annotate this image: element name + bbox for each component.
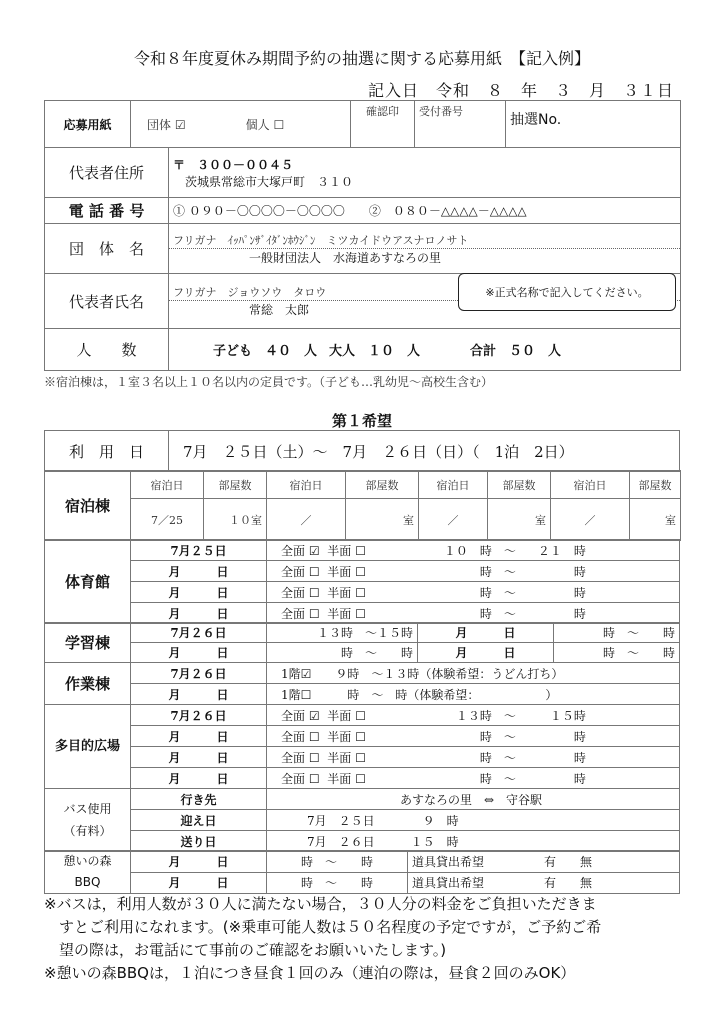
full-label: 全面 <box>281 771 306 786</box>
half-checkbox[interactable]: ☐ <box>355 543 366 558</box>
plaza-row <box>45 747 680 768</box>
full-label: 全面 <box>281 708 306 723</box>
use-date-field[interactable]: 7月 ２５日（土）～ 7月 ２６日（日）（ 1泊 2日） <box>169 431 680 472</box>
bbq-row <box>45 872 680 894</box>
bus-value[interactable]: あすなろの里 ⇔ 守谷駅 <box>267 789 680 810</box>
children-count: 子ども ４０ 人 <box>213 344 318 359</box>
note-line: 望の際は，お電話にて事前のご確認をお願いいたします。) <box>44 941 447 959</box>
work-date[interactable]: 7月２６日 <box>131 663 267 684</box>
full-checkbox[interactable]: ☐ <box>308 585 320 600</box>
full-label: 全面 <box>281 585 306 600</box>
bbq-table <box>44 850 680 894</box>
full-checkbox[interactable]: ☐ <box>308 729 320 744</box>
study-date2[interactable]: 月 日 <box>418 623 554 643</box>
gym-table <box>44 539 680 624</box>
group-label: 団体 <box>147 117 172 132</box>
half-label: 半面 <box>327 564 352 579</box>
lodging-rooms-field[interactable]: 室 <box>488 499 551 541</box>
study-date2[interactable]: 月 日 <box>418 643 554 663</box>
postal-code: 〒 ３００－００４５ <box>173 157 294 172</box>
lodging-date-header: 宿泊日 <box>419 471 488 499</box>
gym-row <box>45 582 680 603</box>
lodging-rooms-header: 部屋数 <box>346 471 419 499</box>
time-from: 時 ～ <box>479 729 516 744</box>
bus-label-text: バス使用 <box>63 802 112 816</box>
bus-key: 行き先 <box>131 789 267 810</box>
full-label: 全面 <box>281 729 306 744</box>
half-label: 半面 <box>327 585 352 600</box>
group-name-label: 団 体 名 <box>45 224 169 274</box>
study-date[interactable]: 7月２６日 <box>131 623 267 643</box>
full-checkbox[interactable]: ☐ <box>308 564 320 579</box>
full-checkbox[interactable]: ☐ <box>308 606 320 621</box>
full-label: 全面 <box>281 564 306 579</box>
tool-label: 道具貸出希望 <box>412 876 485 891</box>
bbq-time[interactable]: 時 ～ 時 <box>267 872 408 894</box>
bbq-label-sub: BBQ <box>74 875 101 889</box>
half-checkbox[interactable]: ☐ <box>355 564 366 579</box>
individual-label: 個人 <box>245 117 270 132</box>
study-time[interactable]: １３時 ～１５時 <box>267 623 418 643</box>
gym-usage[interactable] <box>267 540 680 561</box>
lodging-rooms-field[interactable]: 室 <box>346 499 419 541</box>
bbq-date[interactable]: 月 日 <box>131 872 267 894</box>
stamp-cell: 確認印 <box>351 101 415 148</box>
bus-row <box>45 810 680 831</box>
lodging-date-field[interactable]: 7／25 <box>131 499 204 541</box>
bus-label <box>45 789 131 852</box>
lodging-table <box>44 470 681 541</box>
lodging-note: ※宿泊棟は，１室３名以上１０名以内の定員です。（子ども…乳幼児～高校生含む） <box>44 375 494 389</box>
lodging-rooms-header: 部屋数 <box>204 471 267 499</box>
time-to: 時 <box>573 585 586 600</box>
work-table <box>44 662 680 705</box>
gym-row <box>45 603 680 624</box>
work-row <box>45 684 680 705</box>
study-date[interactable]: 月 日 <box>131 643 267 663</box>
time-from: １０ 時 ～ <box>443 543 516 558</box>
full-checkbox[interactable]: ☐ <box>308 750 320 765</box>
study-row <box>45 643 680 663</box>
full-label: 全面 <box>281 750 306 765</box>
work-row <box>45 663 680 684</box>
gym-row <box>45 540 680 561</box>
study-time2[interactable]: 時 ～ 時 <box>554 643 680 663</box>
time-to: １５時 <box>549 708 586 723</box>
bus-paid-text: （有料） <box>63 824 112 838</box>
time-from: １３時 ～ <box>455 708 516 723</box>
time-to: ２１ 時 <box>537 543 586 558</box>
work-detail[interactable]: 1階☑ ９時 ～１３時（体験希望：うどん打ち） <box>267 663 680 684</box>
study-time2[interactable]: 時 ～ 時 <box>554 623 680 643</box>
address-line: 茨城県常総市大塚戸町 ３１０ <box>185 174 354 189</box>
work-detail[interactable]: 1階☐ 時 ～ 時（体験希望： ） <box>267 684 680 705</box>
entry-date: 記入日 令和 ８ 年 ３ 月 ３１日 <box>367 81 674 100</box>
group-kana: フリガナ ｲｯﾊﾟﾝｻﾞｲﾀﾞﾝﾎｳｼﾞﾝ ミツカイドウアスナロノサト <box>169 232 680 249</box>
app-label: 応募用紙 <box>45 101 131 148</box>
bbq-time[interactable]: 時 ～ 時 <box>267 851 408 873</box>
bus-row <box>45 831 680 852</box>
half-checkbox[interactable]: ☐ <box>355 708 366 723</box>
rep-kana: フリガナ ジョウソウ タロウ <box>169 284 680 301</box>
bus-table <box>44 788 680 852</box>
plaza-row <box>45 726 680 747</box>
people-field[interactable] <box>169 329 681 371</box>
lottery-cell: 抽選No. <box>506 101 681 148</box>
plaza-date[interactable]: 月 日 <box>131 726 267 747</box>
full-label: 全面 <box>281 543 306 558</box>
plaza-row <box>45 705 680 726</box>
gym-date[interactable]: 月 日 <box>131 582 267 603</box>
phone-label: 電 話 番 号 <box>45 198 169 224</box>
rep-label: 代表者氏名 <box>45 274 169 329</box>
work-label: 作業棟 <box>45 663 131 705</box>
half-label: 半面 <box>327 771 352 786</box>
bbq-row <box>45 851 680 873</box>
half-label: 半面 <box>327 729 352 744</box>
individual-checkbox[interactable]: ☐ <box>273 117 285 132</box>
half-label: 半面 <box>327 543 352 558</box>
receipt-cell: 受付番号 <box>415 101 506 148</box>
time-to: 時 <box>573 564 586 579</box>
people-label: 人 数 <box>45 329 169 371</box>
group-name: 一般財団法人 水海道あすなろの里 <box>249 250 442 265</box>
study-time[interactable]: 時 ～ 時 <box>267 643 418 663</box>
lodging-rooms-field[interactable]: １０室 <box>204 499 267 541</box>
page-title: 令和８年度夏休み期間予約の抽選に関する応募用紙 【記入例】 <box>133 49 590 68</box>
plaza-usage[interactable] <box>267 726 680 747</box>
full-checkbox[interactable]: ☐ <box>308 771 320 786</box>
lodging-rooms-header: 部屋数 <box>488 471 551 499</box>
plaza-date[interactable]: 月 日 <box>131 747 267 768</box>
bbq-label-text: 憩いの森 <box>63 854 112 868</box>
time-from: 時 ～ <box>479 564 516 579</box>
gym-date[interactable]: 月 日 <box>131 561 267 582</box>
phone-field[interactable]: ① ０９０－〇〇〇〇－〇〇〇〇 ② ０８０－△△△△－△△△△ <box>169 198 681 224</box>
bus-value[interactable]: 7月 ２６日 １５ 時 <box>267 831 680 852</box>
bottom-notes <box>44 893 680 985</box>
gym-date[interactable]: 7月２５日 <box>131 540 267 561</box>
half-checkbox[interactable]: ☐ <box>355 606 366 621</box>
tool-label: 道具貸出希望 <box>412 854 485 869</box>
gym-usage[interactable] <box>267 582 680 603</box>
lodging-rooms-header: 部屋数 <box>630 471 681 499</box>
use-date-label: 利 用 日 <box>45 431 169 472</box>
plaza-date[interactable]: 月 日 <box>131 768 267 789</box>
time-to: 時 <box>573 606 586 621</box>
half-label: 半面 <box>327 606 352 621</box>
lodging-date-header: 宿泊日 <box>551 471 630 499</box>
gym-usage[interactable] <box>267 561 680 582</box>
time-from: 時 ～ <box>479 771 516 786</box>
lodging-date-field[interactable]: ／ <box>419 499 488 541</box>
full-label: 全面 <box>281 606 306 621</box>
full-checkbox[interactable]: ☑ <box>308 708 320 723</box>
study-table <box>44 622 680 663</box>
study-row <box>45 623 680 643</box>
lodging-date-field[interactable]: ／ <box>551 499 630 541</box>
plaza-usage[interactable] <box>267 747 680 768</box>
time-from: 時 ～ <box>479 585 516 600</box>
adults-count: 大人 １０ 人 <box>329 344 421 359</box>
applicant-table <box>44 100 681 371</box>
group-checkbox[interactable]: ☑ <box>174 117 186 132</box>
bbq-label <box>45 851 131 894</box>
lodging-rooms-field[interactable]: 室 <box>630 499 681 541</box>
tool-yes-no[interactable]: 有 無 <box>544 876 593 891</box>
plaza-usage[interactable] <box>267 768 680 789</box>
time-to: 時 <box>573 729 586 744</box>
lodging-date-field[interactable]: ／ <box>267 499 346 541</box>
study-label: 学習棟 <box>45 623 131 663</box>
lodging-date-header: 宿泊日 <box>267 471 346 499</box>
half-checkbox[interactable]: ☐ <box>355 729 366 744</box>
full-checkbox[interactable]: ☑ <box>308 543 320 558</box>
plaza-table <box>44 704 680 789</box>
use-date-table <box>44 430 680 472</box>
total-count: 合計 ５０ 人 <box>470 344 562 359</box>
callout-note: ※正式名称で記入してください。 <box>458 273 676 311</box>
note-line: ※バスは，利用人数が３０人に満たない場合，３０人分の料金をご負担いただきま <box>44 895 597 913</box>
half-checkbox[interactable]: ☐ <box>355 585 366 600</box>
plaza-date[interactable]: 7月２６日 <box>131 705 267 726</box>
address-label: 代表者住所 <box>45 148 169 198</box>
work-date[interactable]: 月 日 <box>131 684 267 705</box>
bus-row <box>45 789 680 810</box>
rep-name: 常総 太郎 <box>249 303 310 317</box>
time-to: 時 <box>573 771 586 786</box>
gym-date[interactable]: 月 日 <box>131 603 267 624</box>
half-label: 半面 <box>327 708 352 723</box>
bbq-tools[interactable] <box>408 851 680 873</box>
half-checkbox[interactable]: ☐ <box>355 771 366 786</box>
bbq-date[interactable]: 月 日 <box>131 851 267 873</box>
note-line: ※憩いの森BBQは，１泊につき昼食１回のみ（連泊の際は，昼食２回のみOK） <box>44 964 576 982</box>
note-line: すとご利用になれます。(※乗車可能人数は５０名程度の予定ですが，ご予約ご希 <box>44 918 602 936</box>
choice-title: 第１希望 <box>331 412 392 430</box>
time-to: 時 <box>573 750 586 765</box>
tool-yes-no[interactable]: 有 無 <box>544 854 593 869</box>
group-name-field[interactable] <box>169 224 681 274</box>
bus-key: 迎え日 <box>131 810 267 831</box>
plaza-row <box>45 768 680 789</box>
gym-row <box>45 561 680 582</box>
lodging-date-header: 宿泊日 <box>131 471 204 499</box>
address-field[interactable] <box>169 148 681 198</box>
plaza-label: 多目的広場 <box>45 705 131 789</box>
lodging-label: 宿泊棟 <box>45 471 131 541</box>
bbq-tools[interactable] <box>408 872 680 894</box>
half-checkbox[interactable]: ☐ <box>355 750 366 765</box>
gym-label: 体育館 <box>45 540 131 624</box>
time-from: 時 ～ <box>479 606 516 621</box>
plaza-usage[interactable] <box>267 705 680 726</box>
bus-key: 送り日 <box>131 831 267 852</box>
app-type <box>131 101 351 148</box>
time-from: 時 ～ <box>479 750 516 765</box>
bus-value[interactable]: 7月 ２５日 ９ 時 <box>267 810 680 831</box>
gym-usage[interactable] <box>267 603 680 624</box>
half-label: 半面 <box>327 750 352 765</box>
